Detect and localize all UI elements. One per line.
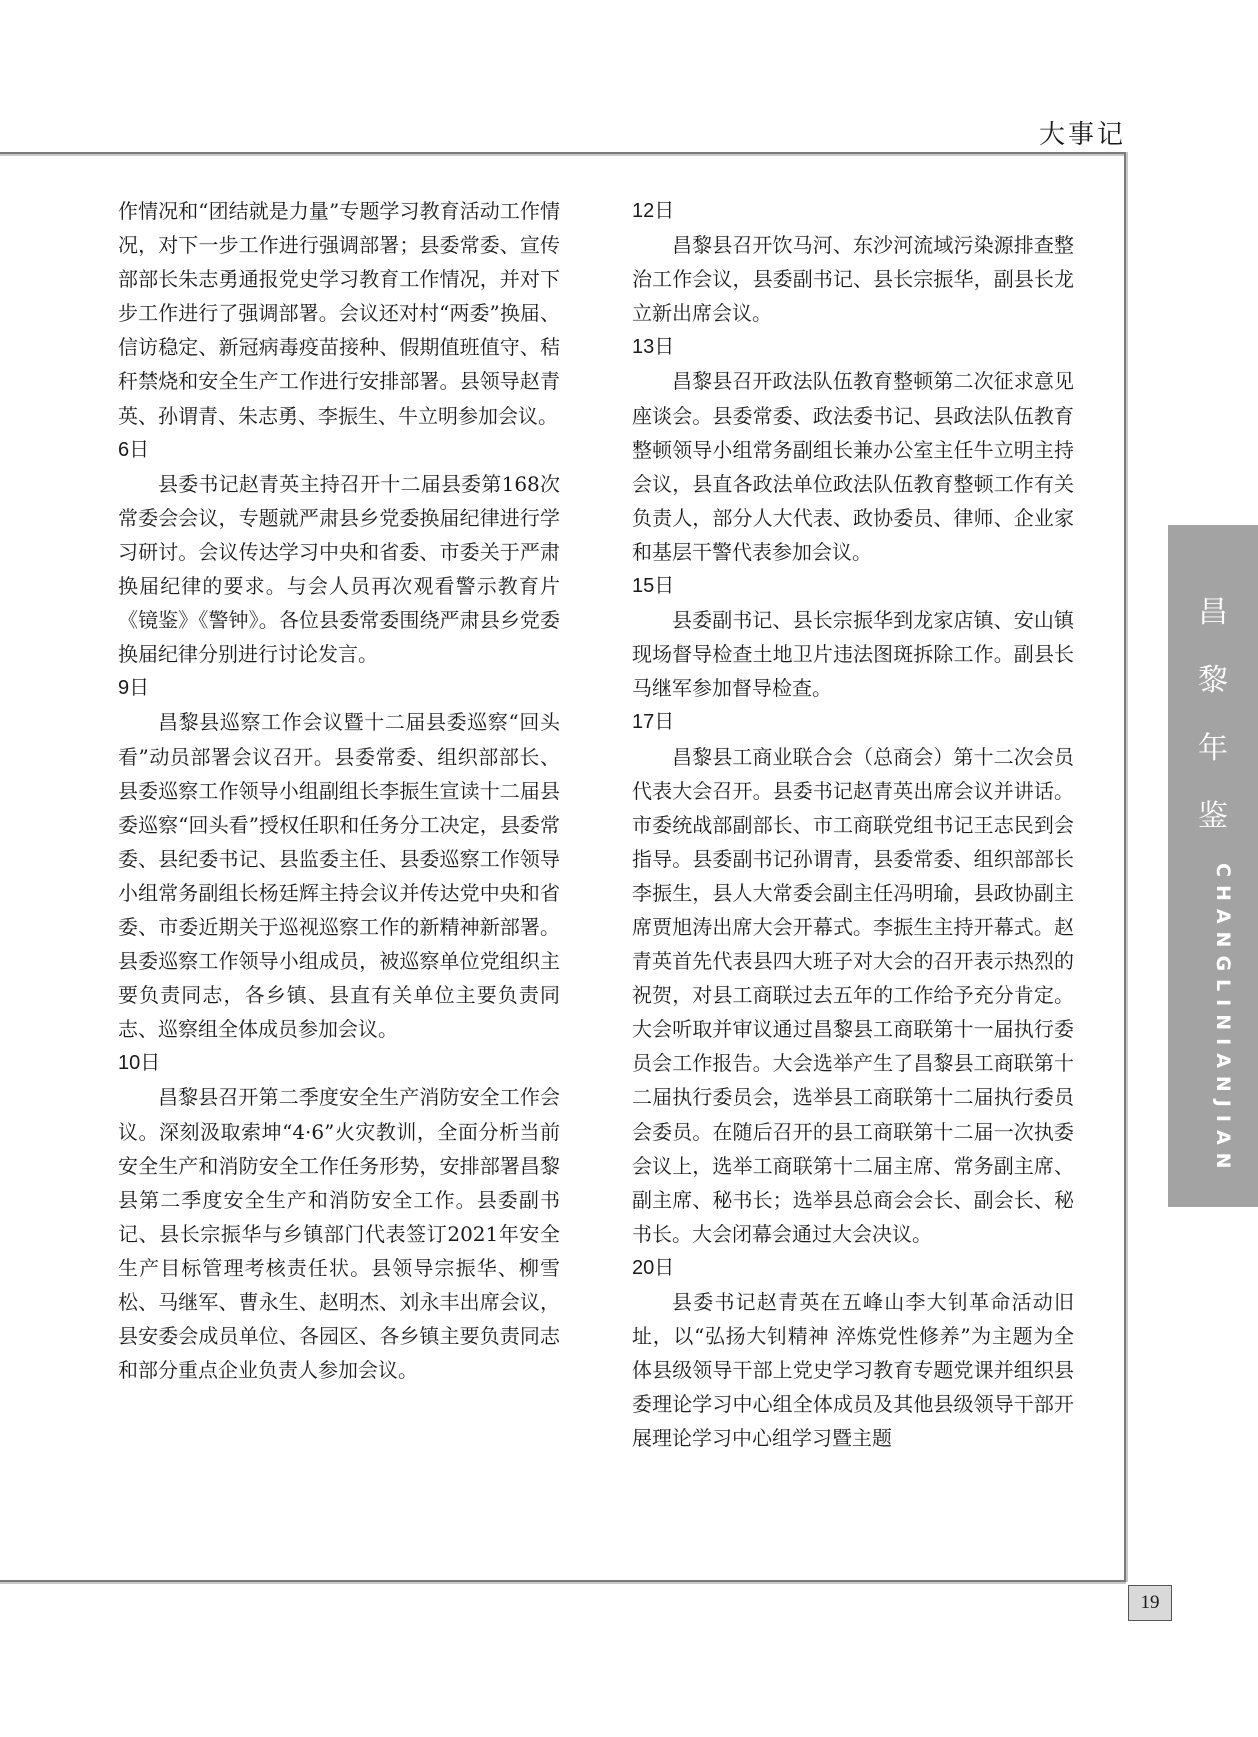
side-tab-char: 昌 xyxy=(1198,595,1228,630)
entry-text: 昌黎县召开政法队伍教育整顿第二次征求意见座谈会。县委常委、政法委书记、县政法队伍教育整顿领导小组常务副组长兼办公室主任牛立明主持会议，县直各政法单位政法队伍教育整顿工作有关负责人，部分人大代表、政协委员、律师、企业家和基层干警代表参加会议。 xyxy=(632,369,1074,564)
entry-text: 昌黎县工商业联合会（总商会）第十二次会员代表大会召开。县委书记赵青英出席会议并讲话。市委统战部副部长、市工商联党组书记王志民到会指导。县委副书记孙谓青，县委常委、组织部部长李振生，县人大常委会副主任冯明瑜，县政协副主席贾旭涛出席大会开幕式。李振生主持开幕式。赵青英首先代表县四大班子对大会的召开表示热烈的祝贺，对县工商联过去五年的工作给予充分肯定。大会听取并审议通过昌黎县工商联第十一届执行委员会工作报告。大会选举产生了昌黎县工商联第十二届执行委员会，选举县工商联第十二届执行委员会委员。在随后召开的县工商联第十二届一次执委会议上，选举工商联第十二届主席、常务副主席、副主席、秘书长；选举县总商会会长、副会长、秘书长。大会闭幕会通过大会决议。 xyxy=(632,744,1074,1246)
entry-date: 17日 xyxy=(632,711,675,734)
right-column xyxy=(632,194,1074,1455)
frame-bottom-rule xyxy=(0,1580,1126,1582)
chronicle-entry xyxy=(118,1046,560,1387)
entry-date: 6日 xyxy=(118,438,150,461)
entry-text: 昌黎县召开第二季度安全生产消防安全工作会议。深刻汲取索坤“4·6”火灾教训，全面分析当前安全生产和消防安全工作任务形势，安排部署昌黎县第二季度安全生产和消防安全工作。县委副书记、县长宗振华与乡镇部门代表签订2021年安全生产目标管理考核责任状。县领导宗振华、柳雪松、马继军、曹永生、赵明杰、刘永丰出席会议，县安委会成员单位、各园区、各乡镇主要负责同志和部分重点企业负责人参加会议。 xyxy=(118,1085,560,1383)
entry-text: 县委书记赵青英主持召开十二届县委第168次常委会会议，专题就严肃县乡党委换届纪律进行学习研讨。会议传达学习中央和省委、市委关于严肃换届纪律的要求。与会人员再次观看警示教育片《镜鉴》《警钟》。各位县委常委围绕严肃县乡党委换届纪律分别进行讨论发言。 xyxy=(118,471,560,667)
entry-text: 昌黎县巡察工作会议暨十二届县委巡察“回头看”动员部署会议召开。县委常委、组织部部长、县委巡察工作领导小组副组长李振生宣读十二届县委巡察“回头看”授权任职和任务分工决定，县委常委、县纪委书记、县监委主任、县委巡察工作领导小组常务副组长杨廷辉主持会议并传达党中央和省委、市委近期关于巡视巡察工作的新精神新部署。县委巡察工作领导小组成员，被巡察单位党组织主要负责同志，各乡镇、县直有关单位主要负责同志、巡察组全体成员参加会议。 xyxy=(118,710,560,1042)
left-column xyxy=(118,194,560,1387)
side-tab-char: 黎 xyxy=(1198,663,1228,698)
section-title: 大事记 xyxy=(1038,120,1126,150)
frame-right-rule xyxy=(1124,152,1126,1582)
side-tab-romanized: CHANGLINIANJIAN xyxy=(1212,863,1234,1177)
page-number: 19 xyxy=(1128,1585,1172,1621)
entry-date: 9日 xyxy=(118,677,150,700)
entry-date: 13日 xyxy=(632,336,675,359)
entry-date: 20日 xyxy=(632,1256,675,1279)
chronicle-entry xyxy=(632,569,1074,705)
chronicle-entry xyxy=(118,433,560,672)
frame-top-rule xyxy=(0,152,1126,154)
side-tab-char: 鉴 xyxy=(1198,799,1228,834)
chronicle-entry xyxy=(632,1251,1074,1456)
entry-text: 昌黎县召开饮马河、东沙河流域污染源排查整治工作会议，县委副书记、县长宗振华，副县长龙立新出席会议。 xyxy=(632,233,1074,326)
entry-text: 县委书记赵青英在五峰山李大钊革命活动旧址，以“弘扬大钊精神 淬炼党性修养”为主题为全体县级领导干部上党史学习教育专题党课并组织县委理论学习中心组全体成员及其他县级领导干部开展理论学习中心组学习暨主题 xyxy=(632,1290,1074,1451)
side-tab-char: 年 xyxy=(1198,731,1228,766)
chronicle-entry xyxy=(632,330,1074,569)
entry-date: 15日 xyxy=(632,575,675,598)
yearbook-side-tab xyxy=(1168,525,1258,1207)
continuation-paragraph: 作情况和“团结就是力量”专题学习教育活动工作情况，对下一步工作进行强调部署；县委常委、宣传部部长朱志勇通报党史学习教育工作情况，并对下步工作进行了强调部署。会议还对村“两委”换届、信访稳定、新冠病毒疫苗接种、假期值班值守、秸秆禁烧和安全生产工作进行安排部署。县领导赵青英、孙谓青、朱志勇、李振生、牛立明参加会议。 xyxy=(118,199,560,428)
entry-date: 10日 xyxy=(118,1052,161,1075)
chronicle-entry xyxy=(632,705,1074,1251)
entry-text: 县委副书记、县长宗振华到龙家店镇、安山镇现场督导检查土地卫片违法图斑拆除工作。副县长马继军参加督导检查。 xyxy=(632,608,1074,701)
entry-date: 12日 xyxy=(632,200,675,222)
chronicle-entry xyxy=(632,194,1074,330)
chronicle-entry xyxy=(118,671,560,1046)
